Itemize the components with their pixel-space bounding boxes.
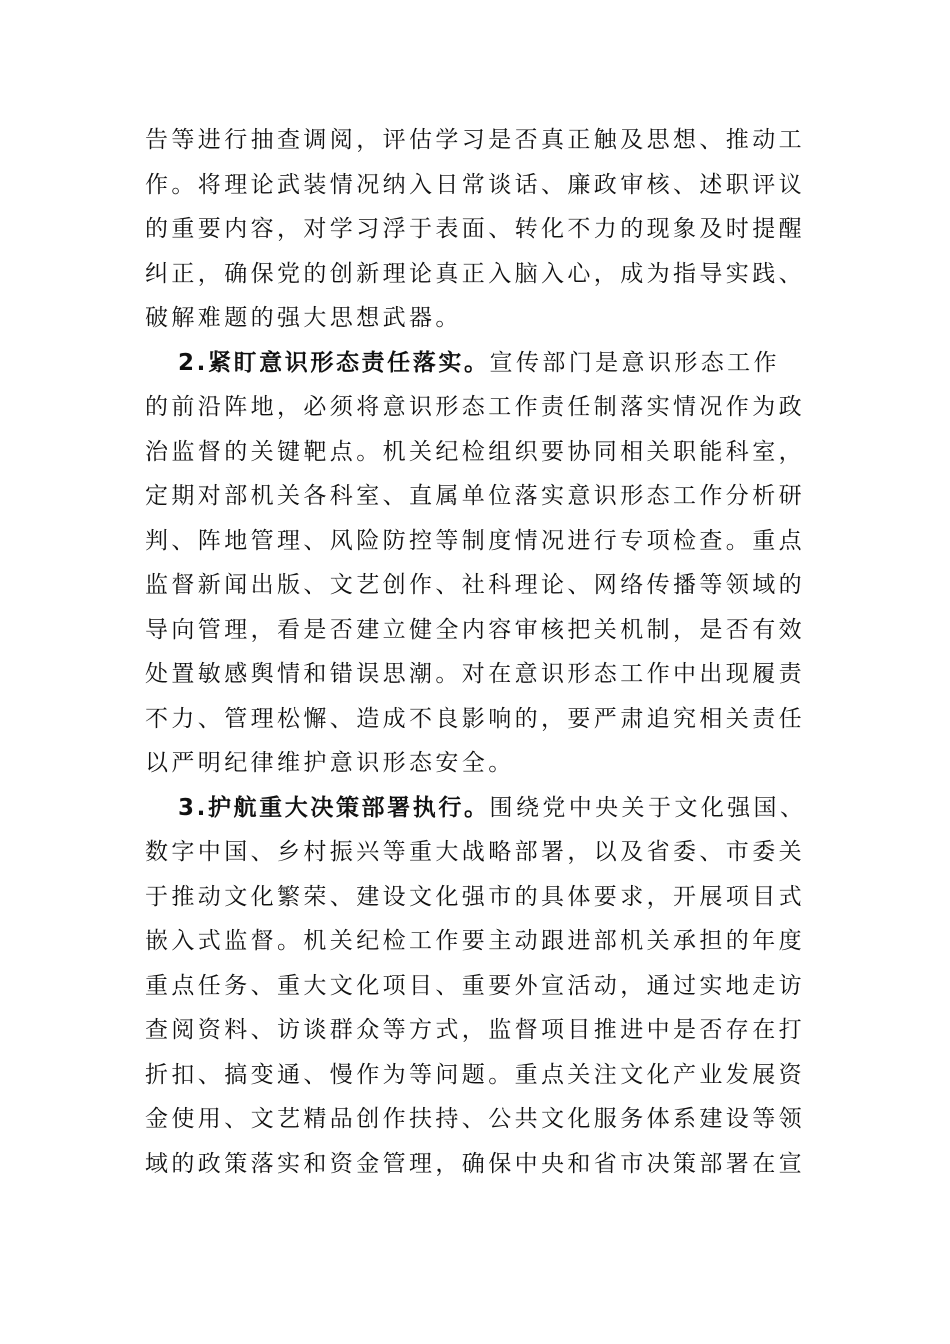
- text-line: [145, 341, 825, 386]
- paragraph-1: [145, 118, 825, 341]
- text-line: 治监督的关键靶点。机关纪检组织要协同相关职能科室，: [145, 438, 805, 465]
- text-line: 重点任务、重大文化项目、重要外宣活动，通过实地走访: [145, 972, 805, 999]
- text-line: 查阅资料、访谈群众等方式，监督项目推进中是否存在打: [145, 1017, 805, 1043]
- section-heading: 2.紧盯意识形态责任落实。: [178, 349, 490, 376]
- text-line: 作。将理论武装情况纳入日常谈话、廉政审核、述职评议: [145, 171, 805, 198]
- text-line: 监督新闻出版、文艺创作、社科理论、网络传播等领域的: [145, 572, 805, 598]
- text-line: 嵌入式监督。机关纪检工作要主动跟进部机关承担的年度: [145, 928, 805, 954]
- text-line: 数字中国、乡村振兴等重大战略部署，以及省委、市委关: [145, 839, 805, 865]
- text-line: 处置敏感舆情和错误思潮。对在意识形态工作中出现履责: [145, 661, 805, 687]
- text-line: 导向管理，看是否建立健全内容审核把关机制，是否有效: [145, 616, 805, 643]
- text-line: 破解难题的强大思想武器。: [145, 305, 462, 331]
- text-run: 围绕党中央关于文化强国、: [489, 794, 807, 821]
- text-line: 定期对部机关各科室、直属单位落实意识形态工作分析研: [145, 483, 805, 509]
- text-line: 域的政策落实和资金管理，确保中央和省市决策部署在宣: [145, 1150, 805, 1177]
- paragraph-2: [145, 341, 825, 786]
- text-line: 折扣、搞变通、慢作为等问题。重点关注文化产业发展资: [145, 1061, 805, 1088]
- text-line: 的重要内容，对学习浮于表面、转化不力的现象及时提醒: [145, 216, 805, 242]
- paragraph-3: [145, 786, 825, 1187]
- text-run: 宣传部门是意识形态工作: [489, 349, 780, 376]
- text-line: 的前沿阵地，必须将意识形态工作责任制落实情况作为政: [145, 394, 805, 420]
- text-line: 不力、管理松懈、造成不良影响的，要严肃追究相关责任: [145, 705, 805, 732]
- text-line: [145, 786, 825, 831]
- document-page: [145, 118, 825, 1186]
- text-line: 纠正，确保党的创新理论真正入脑入心，成为指导实践、: [145, 260, 805, 287]
- text-line: 金使用、文艺精品创作扶持、公共文化服务体系建设等领: [145, 1106, 805, 1132]
- text-line: 告等进行抽查调阅，评估学习是否真正触及思想、推动工: [145, 127, 805, 153]
- text-line: 判、阵地管理、风险防控等制度情况进行专项检查。重点: [145, 527, 805, 554]
- text-line: 于推动文化繁荣、建设文化强市的具体要求，开展项目式: [145, 883, 805, 910]
- text-line: 以严明纪律维护意识形态安全。: [145, 750, 515, 776]
- section-heading: 3.护航重大决策部署执行。: [178, 794, 490, 821]
